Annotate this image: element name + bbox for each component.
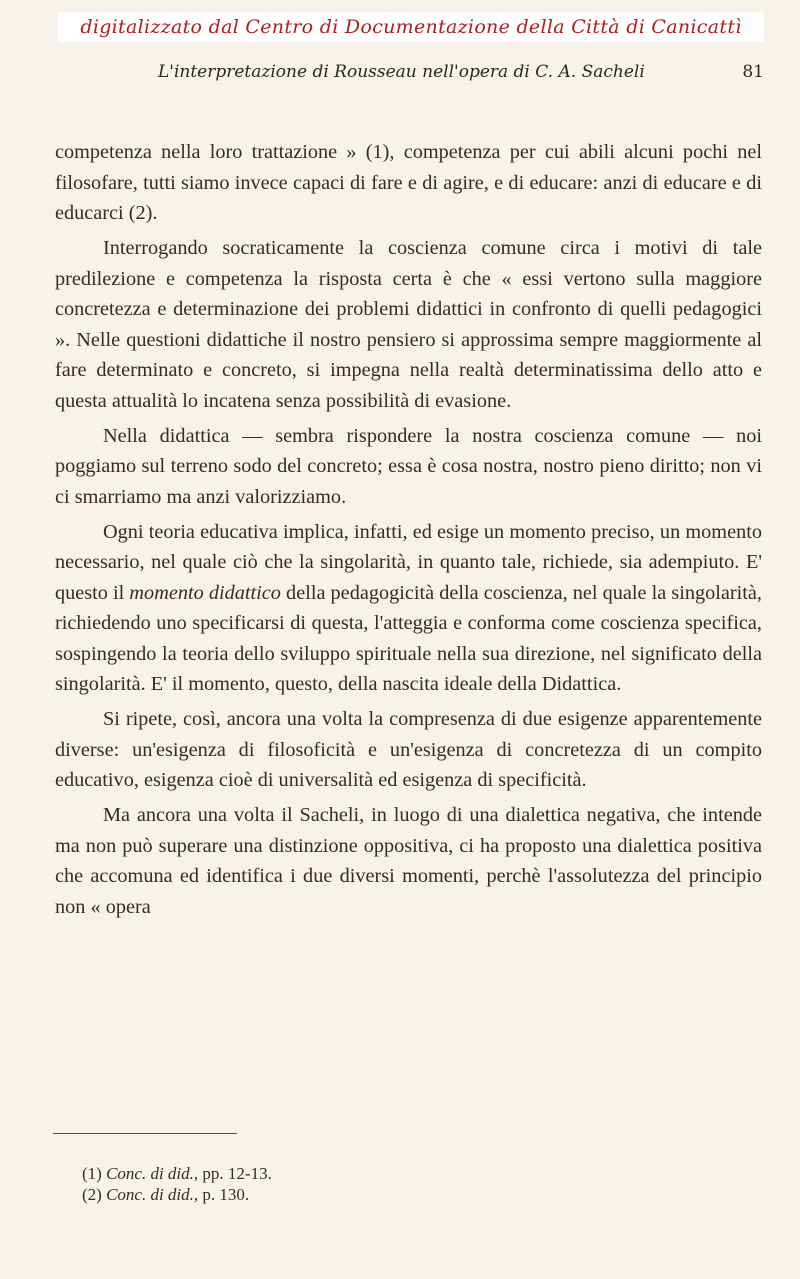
paragraph-2: Interrogando socraticamente la coscienza comune circa i motivi di tale predilezione e competenza la risposta certa è che « essi vertono sulla maggiore concretezza e determinazione dei problemi didattici in confronto di quelli pedagogici ». Nelle questioni didattiche il nostro pensiero si approssima sempre maggiormente al fare determinato e concreto, si impegna nella realtà determinatissima dello atto e questa attualità lo incatena senza possibilità di evasione.	[55, 237, 762, 412]
main-text	[55, 137, 762, 927]
footnote-ref: pp. 12-13.	[202, 1164, 272, 1183]
paragraph-4-part-a: Ogni teoria educativa implica, infatti, ed esige un momento preciso, un momento necessario, nel quale ciò che la singolarità, in quanto tale, richiede, sia adempiuto. E' questo il	[55, 520, 762, 604]
running-title: L'interpretazione di Rousseau nell'opera di C. A. Sacheli	[158, 62, 645, 82]
paragraph-6: Ma ancora una volta il Sacheli, in luogo di una dialettica negativa, che intende ma non può superare una distinzione oppositiva, ci ha proposto una dialettica positiva che accomuna ed identifica i due diversi momenti, perchè l'assolutezza del principio non « opera	[55, 804, 762, 918]
digitization-watermark: digitalizzato dal Centro di Documentazione della Città di Canicattì	[58, 12, 764, 42]
emphasis-momento-didattico: momento didattico	[129, 581, 281, 604]
footnotes	[82, 1163, 272, 1205]
paragraph-1: competenza nella loro trattazione » (1), competenza per cui abili alcuni pochi nel filosofare, tutti siamo invece capaci di fare e di agire, e di educare: anzi di educare e di educarci (2).	[55, 141, 762, 224]
footnote-marker: (1)	[82, 1164, 102, 1183]
footnote-separator	[53, 1133, 237, 1134]
paragraph-5: Si ripete, così, ancora una volta la compresenza di due esigenze apparentemente diverse: un'esigenza di filosoficità e un'esigenza di concretezza di un compito educativo, esigenza cioè di universalità ed esigenza di specificità.	[55, 708, 762, 791]
page-number: 81	[742, 62, 764, 82]
footnote-ref: p. 130.	[202, 1185, 250, 1204]
paragraph-4	[55, 517, 762, 700]
footnote-1	[82, 1163, 272, 1184]
paragraph-3: Nella didattica — sembra rispondere la nostra coscienza comune — noi poggiamo sul terreno sodo del concreto; essa è cosa nostra, nostro pieno diritto; non vi ci smarriamo ma anzi valorizziamo.	[55, 424, 762, 508]
footnote-title: Conc. di did.,	[106, 1164, 199, 1183]
paragraph-4-part-b: della pedagogicità della coscienza, nel quale la singolarità, richiedendo uno specificarsi di questa, l'atteggia e conforma come coscienza specifica, sospingendo la teoria dello sviluppo spirituale nella sua direzione, nel significato della singolarità. E' il momento, questo, della nascita ideale della Didattica.	[55, 581, 762, 695]
footnote-marker: (2)	[82, 1185, 102, 1204]
footnote-title: Conc. di did.,	[106, 1185, 199, 1204]
footnote-2	[82, 1184, 272, 1205]
